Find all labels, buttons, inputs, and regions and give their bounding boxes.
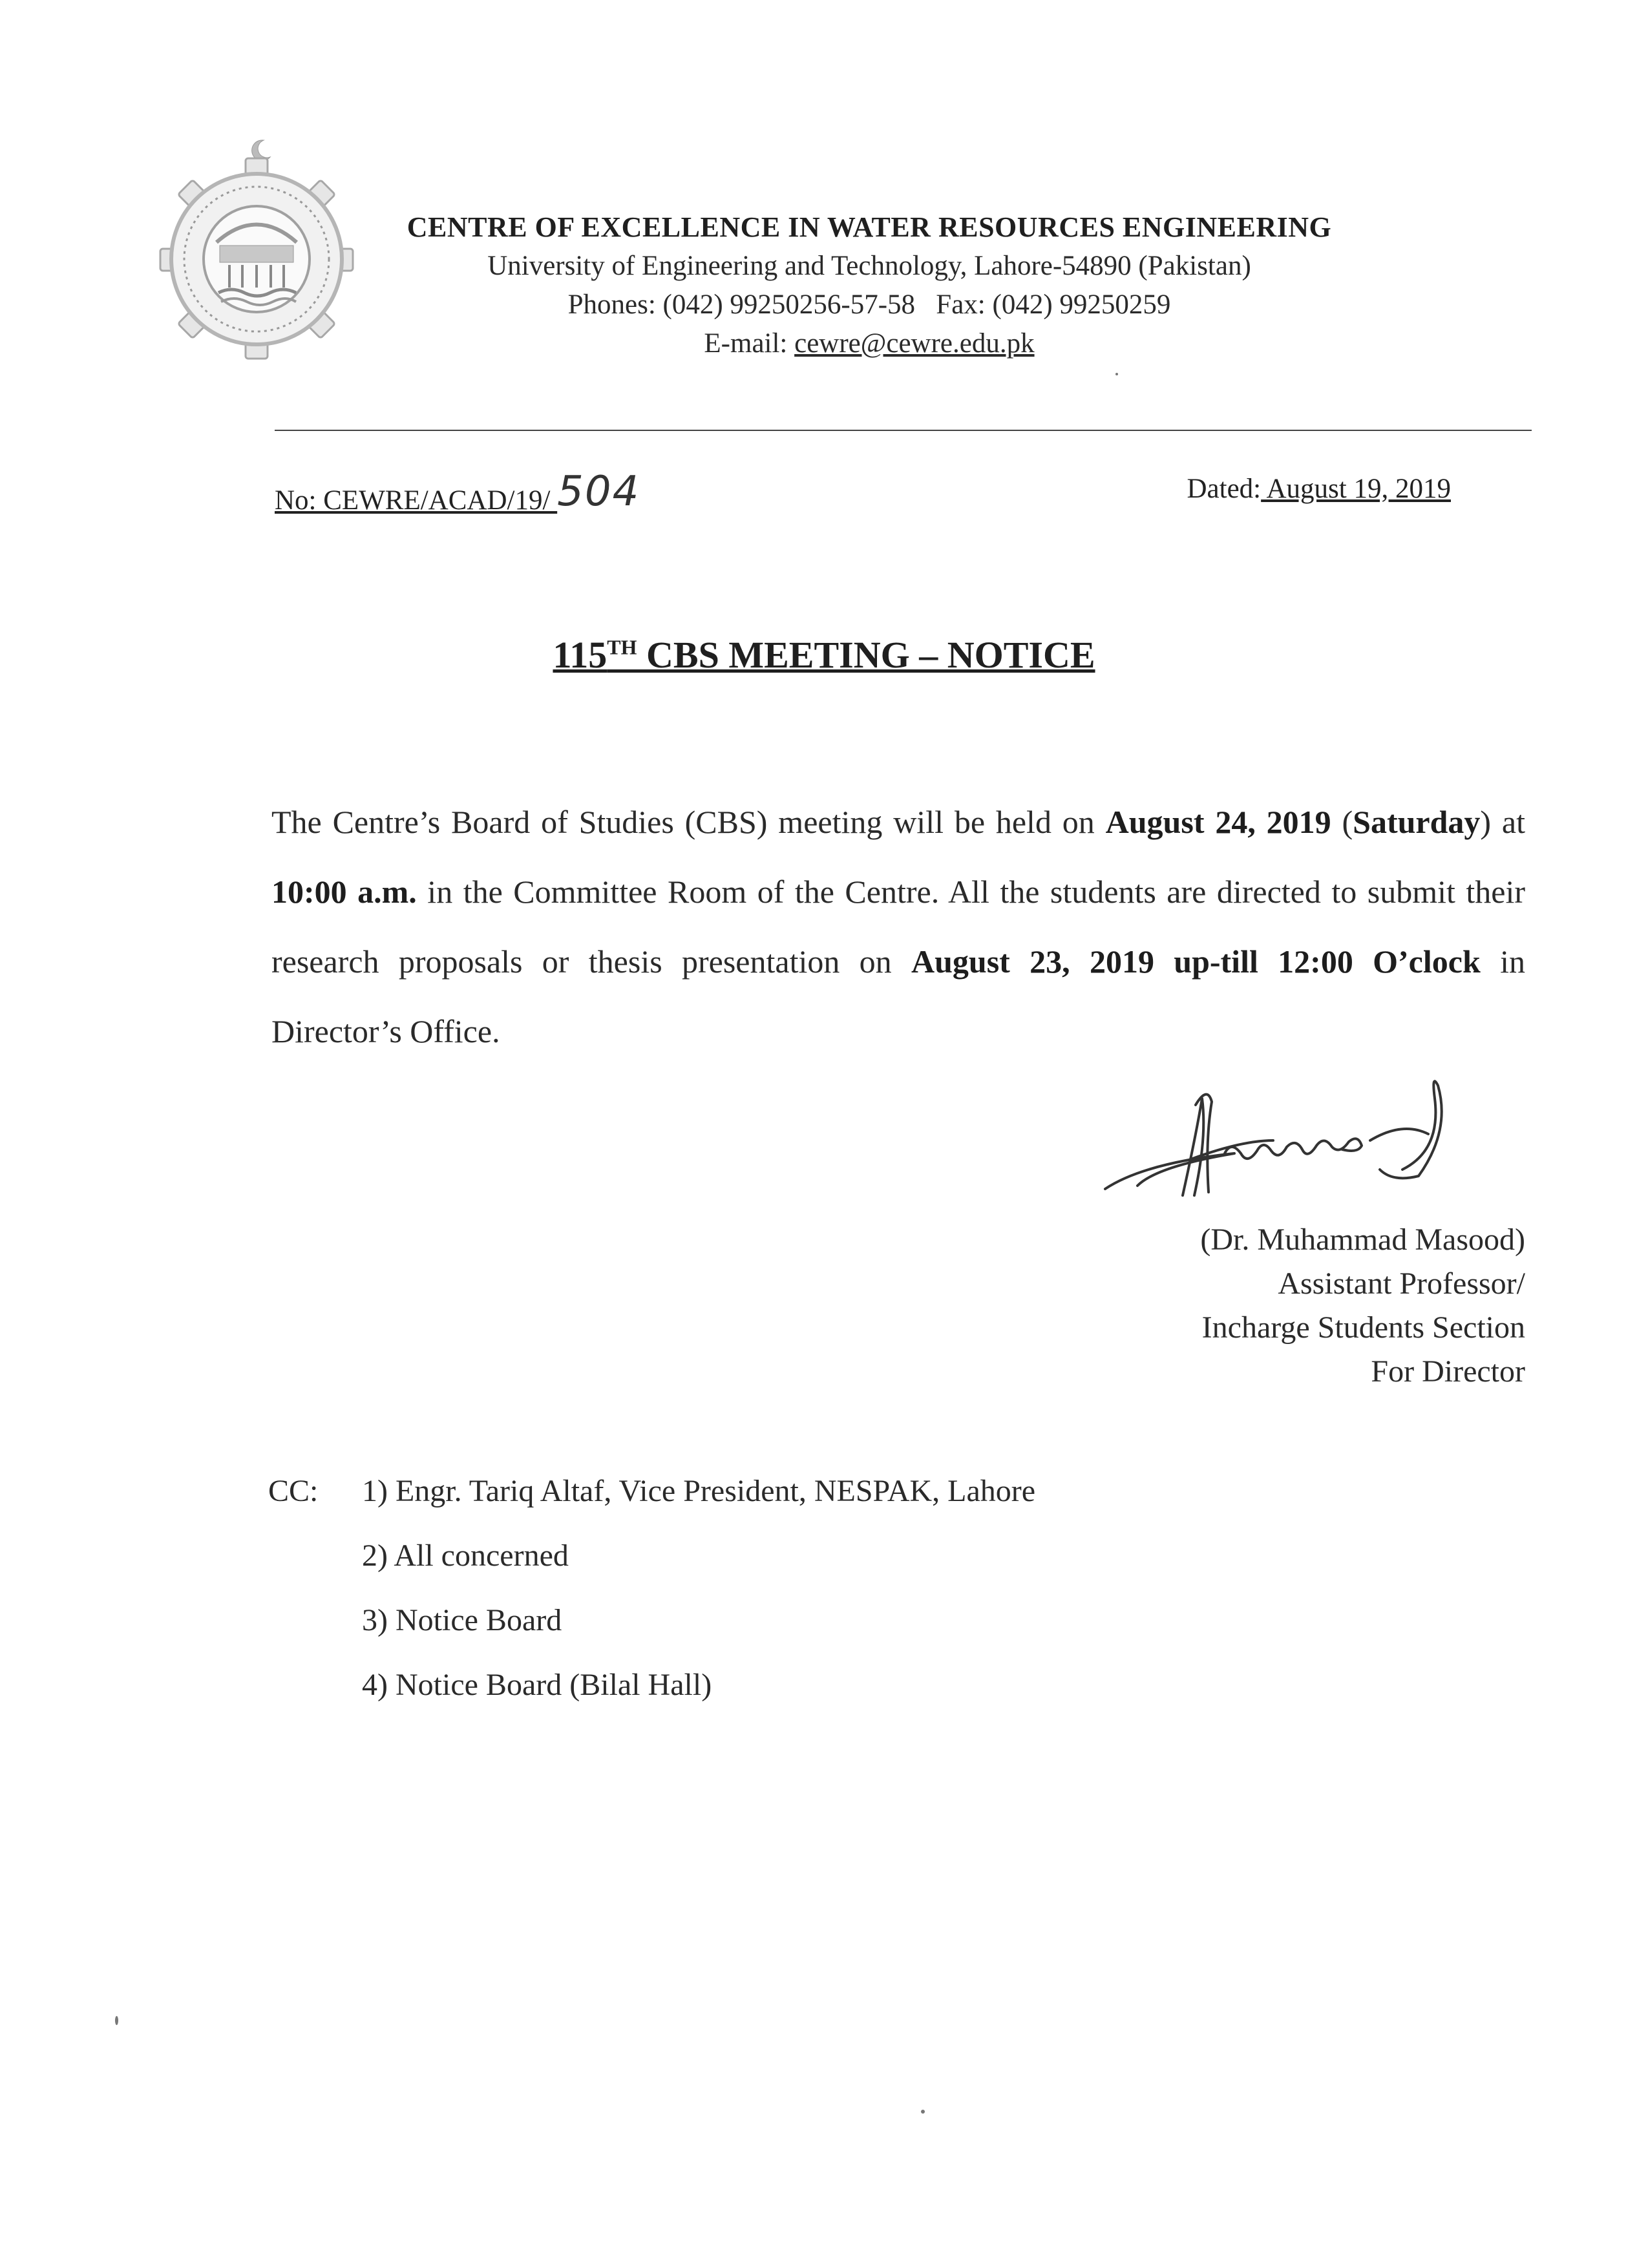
meeting-time: 10:00 a.m.: [271, 874, 417, 910]
signatory-designation: Assistant Professor/: [1278, 1266, 1525, 1301]
title-superscript: TH: [607, 635, 637, 659]
dated-label: Dated:: [1187, 474, 1262, 504]
cc-item: 3) Notice Board: [362, 1603, 562, 1637]
submission-deadline: August 23, 2019 up-till 12:00 O’clock: [911, 943, 1481, 980]
handwritten-reference-number: 504: [557, 468, 640, 516]
title-number: 115: [553, 634, 607, 676]
email-label: E-mail:: [704, 328, 795, 359]
meeting-date: August 24, 2019: [1105, 804, 1331, 840]
title-text: CBS MEETING – NOTICE: [637, 634, 1095, 676]
organization-name: CENTRE OF EXCELLENCE IN WATER RESOURCES ENGINEERING: [407, 211, 1332, 243]
body-text-5: in Director’s Office.: [271, 943, 1525, 1049]
dated-field: [1187, 473, 1452, 505]
reference-line: [275, 465, 1451, 517]
letterhead: [381, 208, 1357, 363]
phone-fax-line: Phones: (042) 99250256-57-58 Fax: (042) 99250259: [567, 289, 1171, 320]
notice-body: [271, 787, 1525, 1066]
handwritten-signature: [1092, 1066, 1493, 1221]
body-text-4: in the Committee Room of the Centre. All the students are directed to submit their research proposals or thesis presentation on: [271, 874, 1525, 980]
reference-label: No: CEWRE/ACAD/19/: [275, 485, 558, 516]
reference-number: [275, 468, 640, 520]
cc-item: 4) Notice Board (Bilal Hall): [362, 1668, 712, 1702]
scan-speck: [115, 2016, 118, 2025]
date-value: August 19, 2019: [1261, 474, 1451, 504]
email-link[interactable]: cewre@cewre.edu.pk: [794, 328, 1035, 359]
body-text-1: The Centre’s Board of Studies (CBS) meeting will be held on: [271, 804, 1106, 840]
email-line: [381, 324, 1357, 363]
header-divider: [275, 430, 1532, 431]
signatory-for: For Director: [1371, 1354, 1525, 1389]
body-text-2: (: [1331, 804, 1353, 840]
signatory-block: [1066, 1218, 1525, 1394]
signatory-section: Incharge Students Section: [1201, 1310, 1525, 1345]
organization-address: University of Engineering and Technology, Lahore-54890 (Pakistan): [487, 251, 1251, 281]
signatory-name: (Dr. Muhammad Masood): [1200, 1223, 1525, 1257]
notice-title: [0, 633, 1648, 677]
cc-item: 2) All concerned: [362, 1538, 569, 1573]
scan-speck: [1115, 373, 1118, 375]
cc-label: CC:: [268, 1474, 319, 1508]
body-text-3: ) at: [1480, 804, 1525, 840]
meeting-day: Saturday: [1353, 804, 1481, 840]
cc-item: 1) Engr. Tariq Altaf, Vice President, NESPAK, Lahore: [362, 1474, 1036, 1508]
university-seal-icon: [149, 132, 362, 365]
scan-speck: [921, 2110, 925, 2114]
